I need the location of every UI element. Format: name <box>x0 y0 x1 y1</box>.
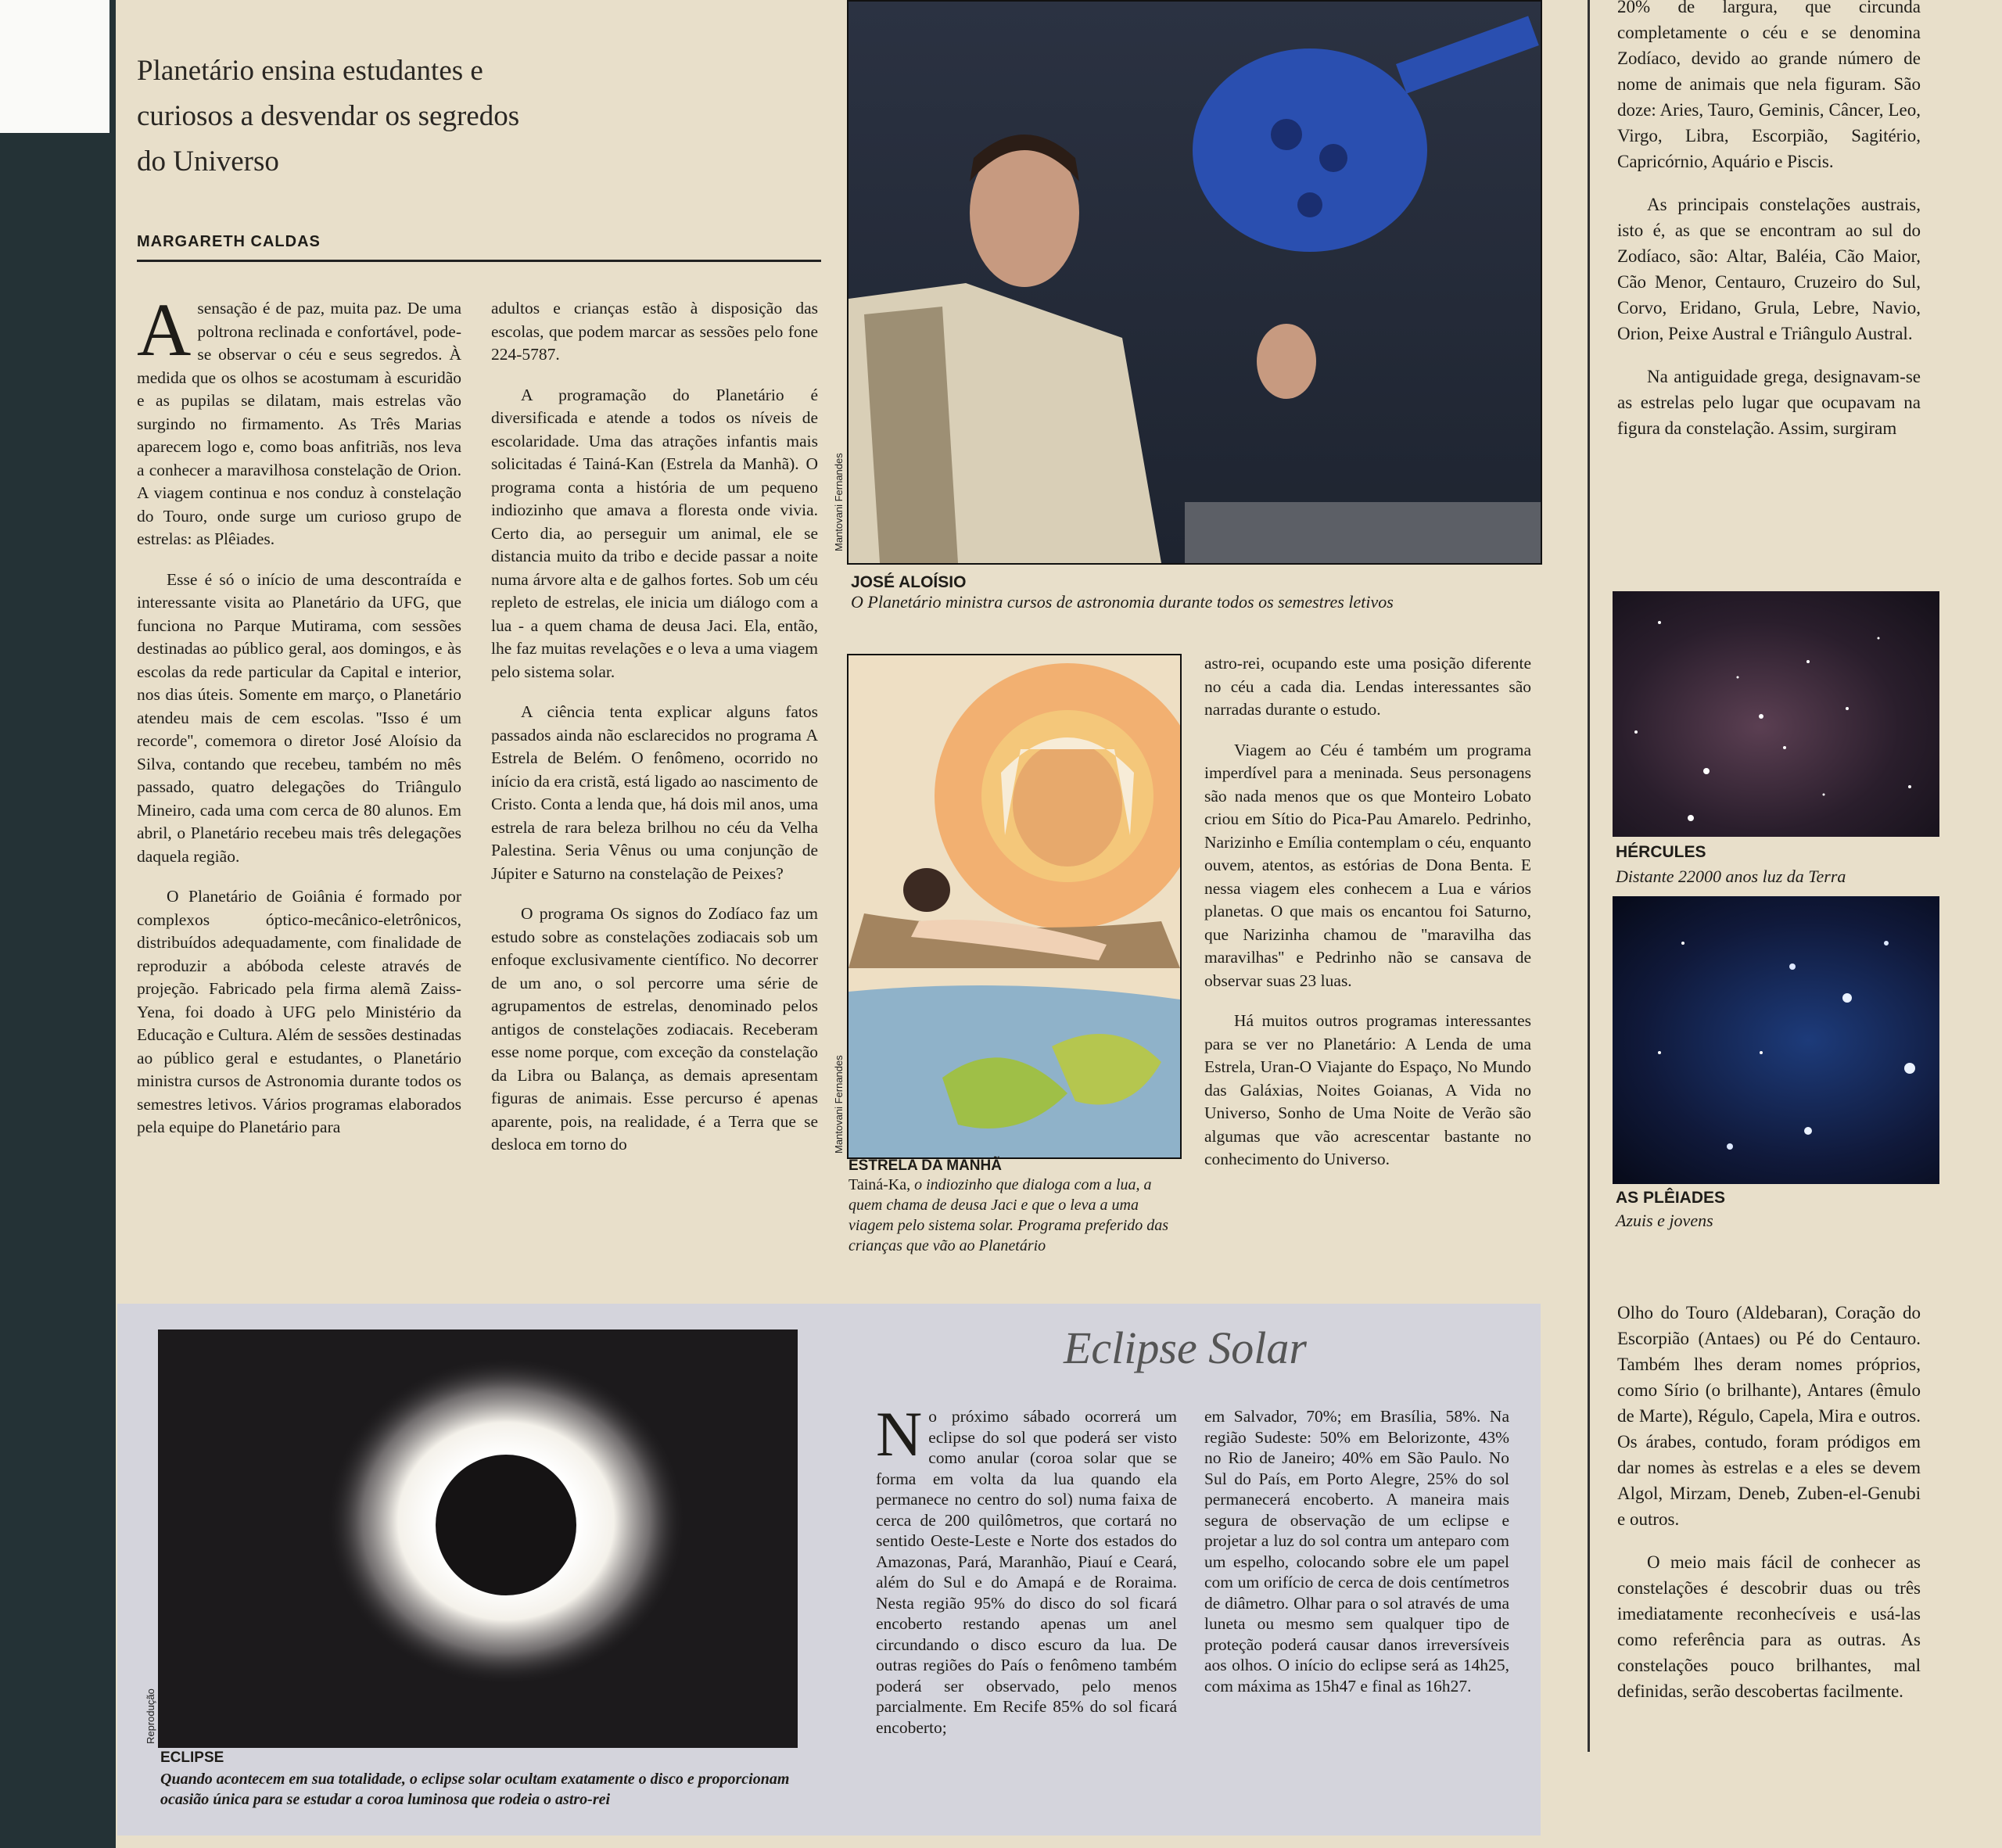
caption-title: ECLIPSE <box>160 1749 224 1766</box>
article-column-2 <box>491 297 818 1174</box>
photo-pleiades <box>1613 896 1939 1184</box>
paragraph: Na antiguidade grega, designavam-se as estrelas pelo lugar que ocupavam na figura da constelação. Assim, surgiram <box>1617 367 1921 438</box>
eclipse-illustration <box>158 1329 798 1748</box>
photo-eclipse <box>158 1329 798 1748</box>
photo-estrela-da-manha <box>847 654 1182 1159</box>
caption-title: ESTRELA DA MANHÃ <box>849 1157 1002 1174</box>
article-headline: Planetário ensina estudantes e curiosos a desvendar os segredos do Universo <box>137 55 520 178</box>
caption-title: HÉRCULES <box>1616 843 1706 861</box>
caption-text: O Planetário ministra cursos de astronomia durante todos os semestres letivos <box>851 592 1394 612</box>
paragraph: Viagem ao Céu é também um programa imperdível para a meninada. Seus personagens são nada menos que os que Monteiro Lobato criou em Sítio do Pica-Pau Amarelo. Pedrinho, Narizinho e Emília contemplam o céu, enquanto ouvem, atentos, as estórias de Dona Benta. E nessa viagem eles conhecem a Lua e vários planetas. O que mais os encantou foi Saturno, que Narizinha chamou de ''maravilha das maravilhas'' e Pedrinho não se cansava de observar suas 23 luas. <box>1204 740 1531 990</box>
paragraph: O meio mais fácil de conhecer as constelações é descobrir duas ou três imediatamente reconhecíveis e usá-las como referência para as outras. As constelações pouco brilhantes, mal definidas, serão descobertas facilmente. <box>1617 1552 1921 1701</box>
article-column-4-bottom <box>1617 1300 1921 1721</box>
paragraph: A programação do Planetário é diversificada e atende a todos os níveis de escolaridade. Uma das atrações infantis mais solicitadas é Tainá-Kan (Estrela da Manhã). O programa conta a história de um pequeno indiozinho que amava a floresta onde vivia. Certo dia, ao perseguir um animal, ele se distancia muito da tribo e decide passar a noite numa árvore alta e de galhos fortes. Sob um céu repleto de estrelas, ele inicia um diálogo com a lua - a quem chama de deusa Jaci. Ela, então, lhe faz muitas revelações e o leva a uma viagem pelo sistema solar. <box>491 385 818 681</box>
drop-cap: A <box>137 288 192 371</box>
caption-text: Tainá-Ka, o indiozinho que dialoga com a lua, a quem chama de deusa Jaci e que o leva a uma viagem pelo sistema solar. Programa preferido das crianças que vão ao Planetário <box>849 1176 1169 1254</box>
paragraph: astro-rei, ocupando este uma posição diferente no céu a cada dia. Lendas interessantes são narradas durante o estudo. <box>1204 654 1531 719</box>
paragraph: No próximo sábado ocorrerá um eclipse do sol que poderá ser visto como anular (coroa solar que se forma em volta da lua quando ela permanece no centro do sol) numa faixa de cerca de 200 quilômetros, que cortará no sentido Oeste-Leste e Norte dos estados do Amazonas, Pará, Maranhão, Piauí e Ceará, além do Sul e do Amapá e de Roraima. Nesta região 95% do disco do sol ficará encoberto restando apenas um anel circundando o disco escuro da lua. De outras regiões do País o fenômeno também poderá ser observado, pelo menos parcialmente. Em Recife 85% do sol ficará encoberto; <box>876 1398 1177 1737</box>
byline-rule <box>137 260 821 262</box>
paragraph: em Salvador, 70%; em Brasília, 58%. Na região Sudeste: 50% em Belorizonte, 43% no Rio de Janeiro; 40% em São Paulo. No Sul do País, em Porto Alegre, 25% do sol permanecerá encoberto. A maneira mais segura de observação de um eclipse e projetar a luz do sol contra um anteparo com um espelho, colocando sobre ele um papel com um orifício de cerca de dois centímetros de diâmetro. Olhar para o sol através de uma luneta ou mesmo sem qualquer tipo de proteção poderá causar danos irreversíveis aos olhos. O início do eclipse será as 14h25, com máxima as 15h47 e final as 16h27. <box>1204 1407 1509 1695</box>
paragraph: adultos e crianças estão à disposição das escolas, que podem marcar as sessões pelo fone 224-5787. <box>491 299 818 364</box>
photo-credit: Mantovani Fernandes <box>833 1055 845 1154</box>
column-rule <box>1588 0 1590 1752</box>
illustration <box>849 655 1180 1157</box>
byline: MARGARETH CALDAS <box>137 233 321 250</box>
eclipse-column-1 <box>876 1398 1177 1755</box>
photo-credit: Reprodução <box>145 1688 156 1744</box>
star-field <box>1613 896 1939 1184</box>
star-field <box>1613 591 1939 837</box>
paragraph: Olho do Touro (Aldebaran), Coração do Escorpião (Antaes) ou Pé do Centauro. Também lhes deram nomes próprios, como Sírio (o brilhante), Antares (êmulo de Marte), Régulo, Capela, Mira e outros. Os árabes, contudo, foram pródigos em dar nomes às estrelas e a eles se devem Algol, Mirzam, Deneb, Zuben-el-Genubi e outros. <box>1617 1303 1921 1529</box>
paragraph: Há muitos outros programas interessantes para se ver no Planetário: A Lenda de uma Estrela, Uran-O Viajante do Espaço, No Mundo das Galáxias, Noites Goianas, A Vida no Universo, Sonho de Uma Noite de Verão são algumas que vão acrescentar bastante no conhecimento do Universo. <box>1204 1011 1531 1168</box>
caption-text: Distante 22000 anos luz da Terra <box>1616 867 1846 886</box>
paragraph: O programa Os signos do Zodíaco faz um estudo sobre as constelações zodiacais sob um enfoque exclusivamente científico. No decorrer de um ano, o sol percorre uma série de agrupamentos de estrelas, denominado pelos antigos de constelações zodiacais. Receberam esse nome porque, com exceção da constelação da Libra ou Balança, as demais apresentam figuras de animais. Esse percurso é apenas aparente, pois, na realidade, é a Terra que se desloca em torno do <box>491 904 818 1154</box>
eclipse-column-2 <box>1204 1406 1509 1713</box>
caption-title: AS PLÊIADES <box>1616 1189 1726 1207</box>
caption-title: JOSÉ ALOÍSIO <box>851 573 967 591</box>
caption-text: Quando acontecem em sua totalidade, o eclipse solar ocultam exatamente o disco e proporcionam ocasião única para se estudar a coroa luminosa que rodeia o astro-rei <box>160 1771 790 1808</box>
paragraph: As principais constelações austrais, isto é, as que se encontram ao sul do Zodíaco, são: Altar, Baléia, Cão Maior, Cão Menor, Centauro, Cruzeiro do Sul, Corvo, Eridano, Grula, Lebre, Navio, Orion, Peixe Austral e Triângulo Austral. <box>1617 195 1921 343</box>
photo-illustration <box>849 2 1541 563</box>
eclipse-heading: Eclipse Solar <box>1064 1322 1307 1373</box>
paragraph: 20% de largura, que circunda completamente o céu e se denomina Zodíaco, devido ao grande número de nome de animais que nela figuram. São doze: Aries, Tauro, Geminis, Câncer, Leo, Virgo, Libra, Escorpião, Sagitério, Capricórnio, Aquário e Piscis. <box>1617 0 1921 171</box>
paragraph: A ciência tenta explicar alguns fatos passados ainda não esclarecidos no programa A Estrela de Belém. O fenômeno, ocorrido no início da era cristã, está ligado ao nascimento de Cristo. Conta a lenda que, há dois mil anos, uma estrela de rara beleza brilhou no céu da Velha Palestina. Seria Vênus ou uma conjunção de Júpiter e Saturno na constelação de Peixes? <box>491 702 818 883</box>
article-column-1 <box>137 288 461 1157</box>
photo-jose-aloisio <box>847 0 1542 565</box>
drop-cap: N <box>876 1398 923 1469</box>
article-column-3 <box>1204 652 1531 1189</box>
paragraph: O Planetário de Goiânia é formado por complexos óptico-mecânico-eletrônicos, distribuídos adequadamente, com finalidade de reproduzir a abóboda celeste através de projeção. Fabricado pela firma alemã Zaiss-Yena, foi doado à UFG pelo Ministério da Educação e Cultura. Além de sessões destinadas ao público geral e estudantes, o Planetário ministra cursos de Astronomia durante todos os semestres letivos. Vários programas elaborados pela equipe do Planetário para <box>137 887 461 1136</box>
article-column-4-top <box>1617 0 1921 458</box>
photo-credit: Mantovani Fernandes <box>833 453 845 551</box>
caption-text: Azuis e jovens <box>1616 1211 1713 1230</box>
scan-corner <box>0 0 109 133</box>
paragraph: Asensação é de paz, muita paz. De uma poltrona reclinada e confortável, pode-se observar o céu e seus segredos. À medida que os olhos se acostumam à escuridão e as pupilas se dilatam, mais estrelas vão surgindo no firmamento. As Três Marias aparecem logo e, como boas anfitriãs, nos leva a conhecer a maravilhosa constelação de Orion. A viagem continua e nos conduz à constelação do Touro, onde surge um curioso grupo de estrelas: as Plêiades. <box>137 288 461 548</box>
photo-hercules <box>1613 591 1939 837</box>
paragraph: Esse é só o início de uma descontraída e interessante visita ao Planetário da UFG, que funciona no Parque Mutirama, com sessões destinadas ao público geral, aos domingos, e às escolas da rede particular da Capital e interior, nos dias úteis. Somente em março, o Planetário atendeu mais de cem escolas. ''Isso é um recorde'', comemora o diretor José Aloísio da Silva, contando que recebeu, também no mês passado, quatro delegações do Triângulo Mineiro, cada uma com cerca de 80 alunos. Em abril, o Planetário recebeu mais três delegações daquela região. <box>137 569 461 866</box>
scan-background <box>0 0 117 1848</box>
